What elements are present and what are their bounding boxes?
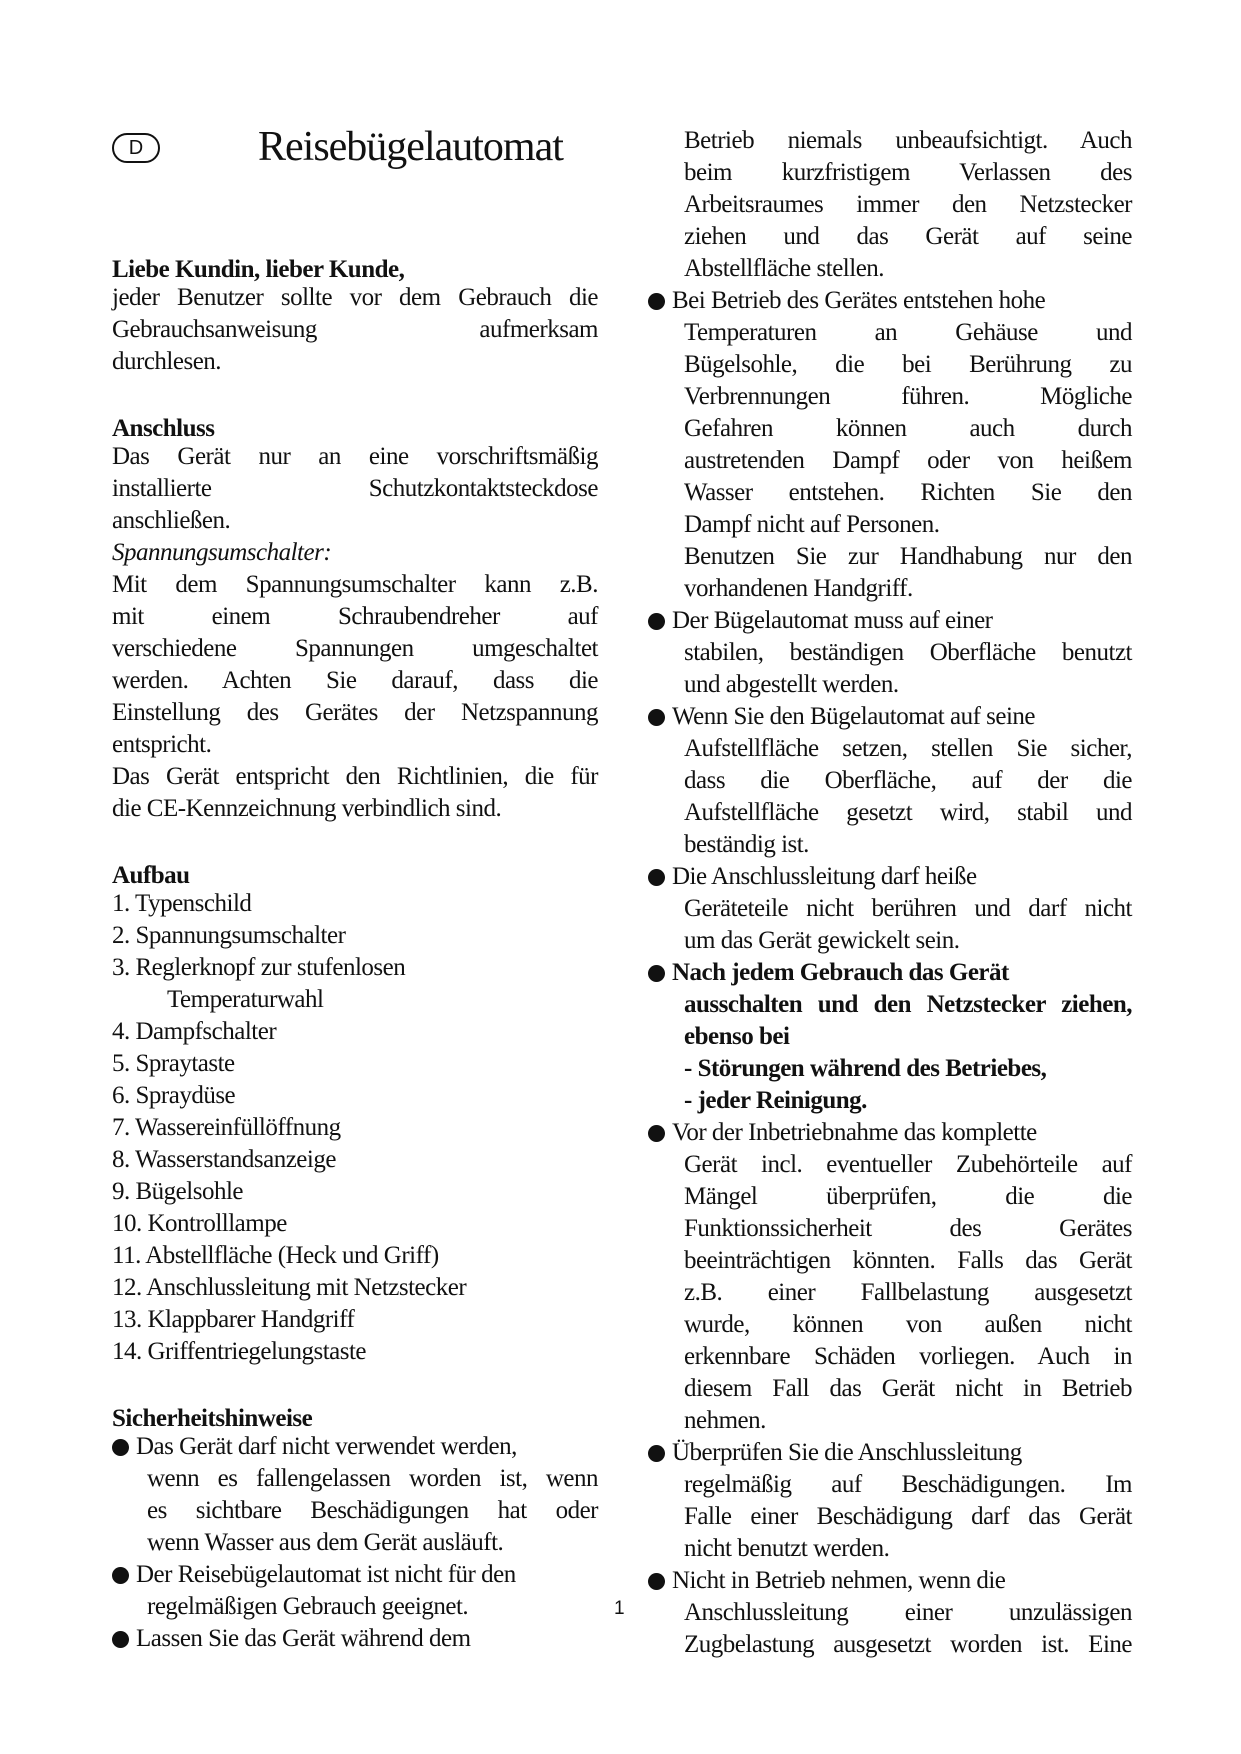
bullet-continuation: Zugbelastung ausgesetzt worden ist. Eine	[684, 1631, 1132, 1658]
bullet-text: Vor der Inbetriebnahme das komplette	[672, 1119, 1037, 1146]
bullet-text: Das Gerät darf nicht verwendet werden,	[136, 1433, 517, 1460]
bullet-continuation: beständig ist.	[684, 831, 809, 858]
bullet-continuation: wenn Wasser aus dem Gerät ausläuft.	[147, 1529, 504, 1556]
page-title: Reisebügelautomat	[258, 124, 563, 170]
bullet-dot	[112, 1567, 129, 1584]
list-item: 4. Dampfschalter	[112, 1018, 277, 1045]
bullet-continuation: Geräteteile nicht berühren und darf nicht	[684, 895, 1132, 922]
list-item: 12. Anschlussleitung mit Netzstecker	[112, 1274, 467, 1301]
bullet-continuation: Aufstellfläche gesetzt wird, stabil und	[684, 799, 1132, 826]
paragraph-line: Mit dem Spannungsumschalter kann z.B.	[112, 571, 598, 598]
bullet-continuation: ebenso bei	[684, 1023, 790, 1050]
bullet-continuation: es sichtbare Beschädigungen hat oder	[147, 1497, 598, 1524]
paragraph-line: anschließen.	[112, 507, 231, 534]
bullet-continuation: Bügelsohle, die bei Berührung zu	[684, 351, 1132, 378]
list-item: 9. Bügelsohle	[112, 1178, 243, 1205]
bullet-text: Der Reisebügelautomat ist nicht für den	[136, 1561, 516, 1588]
bullet-dot	[648, 709, 665, 726]
list-item: 5. Spraytaste	[112, 1050, 235, 1077]
language-badge: D	[112, 133, 160, 163]
bullet-continuation: Wasser entstehen. Richten Sie den	[684, 479, 1132, 506]
sub-item: - jeder Reinigung.	[684, 1087, 867, 1114]
bullet-continuation: vorhandenen Handgriff.	[684, 575, 913, 602]
list-item: 14. Griffentriegelungstaste	[112, 1338, 367, 1365]
bullet-continuation: Dampf nicht auf Personen.	[684, 511, 940, 538]
bullet-continuation: nehmen.	[684, 1407, 766, 1434]
paragraph-line: verschiedene Spannungen umgeschaltet	[112, 635, 598, 662]
page-number: 1	[614, 1598, 625, 1619]
list-item: 10. Kontrolllampe	[112, 1210, 287, 1237]
paragraph-line: Abstellfläche stellen.	[684, 255, 885, 282]
bullet-continuation: Funktionssicherheit des Gerätes	[684, 1215, 1132, 1242]
bullet-dot	[648, 1125, 665, 1142]
bullet-continuation: Mängel überprüfen, die die	[684, 1183, 1132, 1210]
paragraph-line: beim kurzfristigem Verlassen des	[684, 159, 1132, 186]
bullet-dot	[648, 1573, 665, 1590]
bullet-continuation: wurde, können von außen nicht	[684, 1311, 1132, 1338]
list-item: 11. Abstellfläche (Heck und Griff)	[112, 1242, 439, 1269]
list-item: 8. Wasserstandsanzeige	[112, 1146, 336, 1173]
bullet-continuation: und abgestellt werden.	[684, 671, 899, 698]
bullet-continuation: erkennbare Schäden vorliegen. Auch in	[684, 1343, 1132, 1370]
bullet-dot	[648, 965, 665, 982]
bullet-text: Nach jedem Gebrauch das Gerät	[672, 959, 1009, 986]
bullet-continuation: ausschalten und den Netzstecker ziehen,	[684, 991, 1132, 1018]
paragraph-line: durchlesen.	[112, 348, 222, 375]
bullet-text: Nicht in Betrieb nehmen, wenn die	[672, 1567, 1006, 1594]
paragraph-line: die CE-Kennzeichnung verbindlich sind.	[112, 795, 502, 822]
section-heading-aufbau: Aufbau	[112, 862, 190, 889]
bullet-item	[112, 1431, 598, 1462]
bullet-continuation: regelmäßig auf Beschädigungen. Im	[684, 1471, 1132, 1498]
paragraph-line: installierte Schutzkontaktsteckdose	[112, 475, 598, 502]
bullet-continuation: Falle einer Beschädigung darf das Gerät	[684, 1503, 1132, 1530]
bullet-text: Wenn Sie den Bügelautomat auf seine	[672, 703, 1036, 730]
bullet-text: Bei Betrieb des Gerätes entstehen hohe	[672, 287, 1046, 314]
bullet-item	[648, 861, 1132, 892]
bullet-continuation: wenn es fallengelassen worden ist, wenn	[147, 1465, 598, 1492]
bullet-continuation: Gefahren können auch durch	[684, 415, 1132, 442]
bullet-text: Die Anschlussleitung darf heiße	[672, 863, 977, 890]
bullet-text: Überprüfen Sie die Anschlussleitung	[672, 1439, 1022, 1466]
bullet-item	[648, 1437, 1132, 1468]
bullet-dot	[648, 293, 665, 310]
list-item: 3. Reglerknopf zur stufenlosen	[112, 954, 406, 981]
bullet-continuation: Anschlussleitung einer unzulässigen	[684, 1599, 1132, 1626]
list-item: 6. Spraydüse	[112, 1082, 236, 1109]
subheading-spannungsumschalter: Spannungsumschalter:	[112, 539, 332, 566]
bullet-item	[648, 701, 1132, 732]
bullet-dot	[112, 1439, 129, 1456]
bullet-text: Lassen Sie das Gerät während dem	[136, 1625, 471, 1652]
list-item: 7. Wassereinfüllöffnung	[112, 1114, 341, 1141]
bullet-continuation: Gerät incl. eventueller Zubehörteile auf	[684, 1151, 1132, 1178]
bullet-continuation: austretenden Dampf oder von heißem	[684, 447, 1132, 474]
sub-item: - Störungen während des Betriebes,	[684, 1055, 1047, 1082]
paragraph-line: werden. Achten Sie darauf, dass die	[112, 667, 598, 694]
section-heading-anschluss: Anschluss	[112, 415, 215, 442]
list-item: 13. Klappbarer Handgriff	[112, 1306, 355, 1333]
bullet-item	[648, 1117, 1132, 1148]
paragraph-line: Betrieb niemals unbeaufsichtigt. Auch	[684, 127, 1132, 154]
bullet-continuation: um das Gerät gewickelt sein.	[684, 927, 960, 954]
bullet-continuation: stabilen, beständigen Oberfläche benutzt	[684, 639, 1132, 666]
bullet-dot	[112, 1631, 129, 1648]
list-item: 2. Spannungsumschalter	[112, 922, 346, 949]
bullet-item-bold	[648, 957, 1132, 988]
paragraph-line: entspricht.	[112, 731, 212, 758]
list-item-continuation: Temperaturwahl	[167, 986, 324, 1013]
bullet-text: Der Bügelautomat muss auf einer	[672, 607, 993, 634]
paragraph-line: Arbeitsraumes immer den Netzstecker	[684, 191, 1132, 218]
bullet-item	[648, 1565, 1132, 1596]
bullet-continuation: Benutzen Sie zur Handhabung nur den	[684, 543, 1132, 570]
bullet-continuation: Temperaturen an Gehäuse und	[684, 319, 1132, 346]
bullet-dot	[648, 613, 665, 630]
paragraph-line: Einstellung des Gerätes der Netzspannung	[112, 699, 598, 726]
bullet-continuation: Verbrennungen führen. Mögliche	[684, 383, 1132, 410]
bullet-continuation: regelmäßigen Gebrauch geeignet.	[147, 1593, 469, 1620]
bullet-dot	[648, 869, 665, 886]
greeting-heading: Liebe Kundin, lieber Kunde,	[112, 256, 405, 283]
bullet-item	[648, 285, 1132, 316]
paragraph-line: mit einem Schraubendreher auf	[112, 603, 598, 630]
bullet-continuation: z.B. einer Fallbelastung ausgesetzt	[684, 1279, 1132, 1306]
paragraph-line: Das Gerät entspricht den Richtlinien, die für	[112, 763, 598, 790]
bullet-continuation: nicht benutzt werden.	[684, 1535, 890, 1562]
paragraph-line: Gebrauchsanweisung aufmerksam	[112, 316, 598, 343]
section-heading-sicherheit: Sicherheitshinweise	[112, 1405, 313, 1432]
bullet-item	[112, 1559, 598, 1590]
bullet-item	[112, 1623, 598, 1654]
list-item: 1. Typenschild	[112, 890, 252, 917]
paragraph-line: jeder Benutzer sollte vor dem Gebrauch die	[112, 284, 598, 311]
bullet-continuation: beeinträchtigen könnten. Falls das Gerät	[684, 1247, 1132, 1274]
bullet-continuation: dass die Oberfläche, auf der die	[684, 767, 1132, 794]
paragraph-line: Das Gerät nur an eine vorschriftsmäßig	[112, 443, 598, 470]
bullet-continuation: diesem Fall das Gerät nicht in Betrieb	[684, 1375, 1132, 1402]
paragraph-line: ziehen und das Gerät auf seine	[684, 223, 1132, 250]
bullet-item	[648, 605, 1132, 636]
bullet-dot	[648, 1445, 665, 1462]
bullet-continuation: Aufstellfläche setzen, stellen Sie sicher,	[684, 735, 1132, 762]
